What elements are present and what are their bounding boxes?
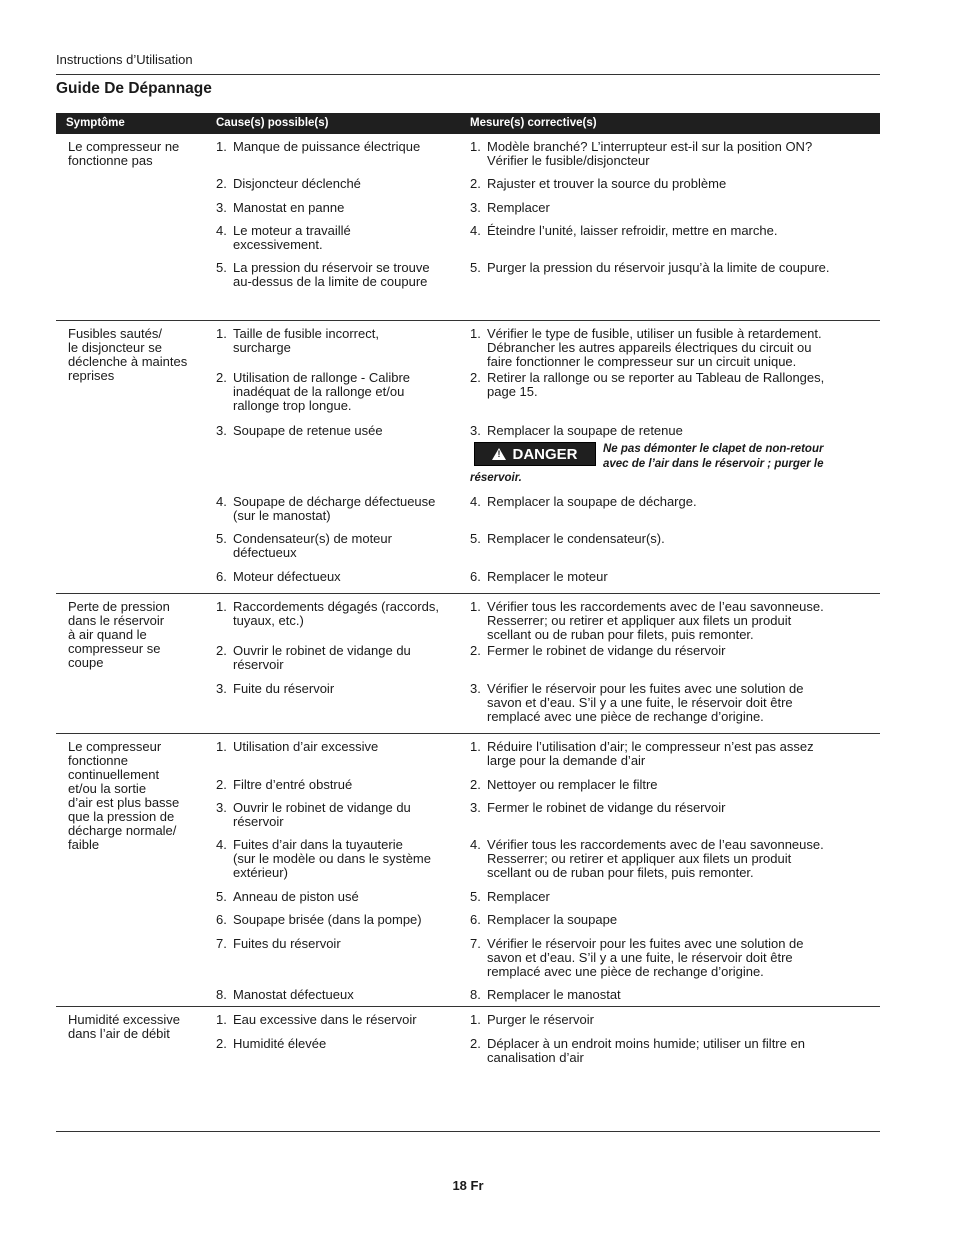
fix-text: Purger la pression du réservoir jusqu’à la limite de coupure. [487, 260, 830, 275]
col-cause-header: Cause(s) possible(s) [216, 117, 329, 129]
fix-number: 5. [470, 260, 481, 275]
cause-number: 3. [216, 800, 227, 815]
cause-number: 6. [216, 569, 227, 584]
fix-text: Éteindre l’unité, laisser refroidir, mettre en marche. [487, 223, 778, 238]
fix-text: Rajuster et trouver la source du problème [487, 176, 727, 191]
cause-text: Raccordements dégagés (raccords, tuyaux, etc.) [233, 599, 439, 628]
cause-number: 2. [216, 370, 227, 385]
fix-number: 2. [470, 777, 481, 792]
cause-text: Ouvrir le robinet de vidange du réservoir [233, 800, 411, 829]
fix-number: 4. [470, 837, 481, 852]
cause-text: Manque de puissance électrique [233, 139, 421, 154]
fix-number: 5. [470, 531, 481, 546]
fix-number: 2. [470, 643, 481, 658]
col-symptom-header: Symptôme [66, 117, 125, 129]
cause-number: 2. [216, 1036, 227, 1051]
fix-text: Remplacer la soupape de décharge. [487, 494, 697, 509]
fix-text: Remplacer le condensateur(s). [487, 531, 665, 546]
fix-number: 1. [470, 139, 481, 154]
cause-number: 4. [216, 223, 227, 238]
fix-text: Nettoyer ou remplacer le filtre [487, 777, 658, 792]
symptom-text: Le compresseur fonctionne continuellement et/ou la sortie d’air est plus basse que la pression de décharge normale/ faible [68, 739, 180, 852]
troubleshooting-table [56, 113, 880, 1067]
cause-number: 3. [216, 423, 227, 438]
fix-number: 8. [470, 987, 481, 1002]
cause-number: 2. [216, 176, 227, 191]
table-header [56, 113, 880, 134]
cause-text: Fuites du réservoir [233, 936, 341, 951]
cause-number: 3. [216, 681, 227, 696]
fix-number: 5. [470, 889, 481, 904]
fix-number: 7. [470, 936, 481, 951]
fix-number: 6. [470, 569, 481, 584]
cause-text: Moteur défectueux [233, 569, 341, 584]
fix-number: 2. [470, 1036, 481, 1051]
cause-text: Taille de fusible incorrect, surcharge [233, 326, 379, 355]
fix-text: Vérifier le réservoir pour les fuites avec une solution de savon et d’eau. S’il y a une fuite, le réservoir doit être remplacé avec une pièce de rechange d’origine. [487, 936, 804, 979]
fix-text: Remplacer [487, 889, 550, 904]
fix-text: Remplacer la soupape de retenue [487, 423, 683, 438]
symptom-text: Humidité excessive dans l’air de débit [68, 1012, 180, 1041]
fix-text: Vérifier le type de fusible, utiliser un fusible à retardement. Débrancher les autres appareils électriques du circuit ou faire fonctionner le compresseur sur un circuit unique. [487, 326, 822, 369]
symptom-text: Fusibles sautés/ le disjoncteur se déclenche à maintes reprises [68, 326, 188, 383]
fix-text: Remplacer le manostat [487, 987, 621, 1002]
fix-text: Remplacer [487, 200, 550, 215]
cause-number: 1. [216, 599, 227, 614]
fix-text: Vérifier le réservoir pour les fuites avec une solution de savon et d’eau. S’il y a une fuite, le réservoir doit être remplacé avec une pièce de rechange d’origine. [487, 681, 804, 724]
fix-number: 1. [470, 326, 481, 341]
fix-text: Fermer le robinet de vidange du réservoir [487, 800, 726, 815]
cause-number: 5. [216, 531, 227, 546]
fix-number: 4. [470, 494, 481, 509]
danger-note-end: réservoir. [470, 472, 522, 484]
cause-text: Fuites d’air dans la tuyauterie (sur le modèle ou dans le système extérieur) [233, 837, 431, 880]
cause-number: 2. [216, 777, 227, 792]
header-label: Instructions d’Utilisation [56, 52, 193, 67]
fix-text: Retirer la rallonge ou se reporter au Tableau de Rallonges, page 15. [487, 370, 825, 399]
symptom-group [56, 594, 880, 734]
fix-number: 1. [470, 1012, 481, 1027]
fix-text: Vérifier tous les raccordements avec de l’eau savonneuse. Resserrer; ou retirer et appliquer aux filets un produit scellant ou de ruban pour filets, puis remonter. [487, 599, 824, 642]
cause-text: Soupape de retenue usée [233, 423, 383, 438]
page-number: 18 Fr [452, 1178, 484, 1193]
cause-number: 7. [216, 936, 227, 951]
cause-text: Manostat défectueux [233, 987, 354, 1002]
danger-note: Ne pas démonter le clapet de non-retour avec de l’air dans le réservoir ; purger le [603, 443, 824, 470]
table-body [56, 134, 880, 1067]
warning-triangle-icon [492, 448, 506, 460]
cause-text: Eau excessive dans le réservoir [233, 1012, 417, 1027]
cause-text: Manostat en panne [233, 200, 345, 215]
symptom-group [56, 134, 880, 321]
cause-number: 1. [216, 139, 227, 154]
fix-number: 3. [470, 681, 481, 696]
cause-text: Fuite du réservoir [233, 681, 335, 696]
cause-text: Condensateur(s) de moteur défectueux [233, 531, 392, 560]
cause-number: 1. [216, 739, 227, 754]
cause-number: 1. [216, 326, 227, 341]
cause-number: 1. [216, 1012, 227, 1027]
header-rule [56, 74, 880, 75]
footer-rule [56, 1131, 880, 1132]
fix-number: 3. [470, 200, 481, 215]
cause-text: Disjoncteur déclenché [233, 176, 361, 191]
cause-number: 8. [216, 987, 227, 1002]
danger-label: DANGER [512, 445, 578, 463]
fix-text: Purger le réservoir [487, 1012, 594, 1027]
fix-number: 1. [470, 739, 481, 754]
cause-text: Soupape de décharge défectueuse (sur le manostat) [233, 494, 436, 523]
symptom-group [56, 1007, 880, 1067]
fix-number: 6. [470, 912, 481, 927]
cause-text: Soupape brisée (dans la pompe) [233, 912, 422, 927]
cause-number: 5. [216, 889, 227, 904]
cause-number: 5. [216, 260, 227, 275]
fix-text: Déplacer à un endroit moins humide; utiliser un filtre en canalisation d’air [487, 1036, 805, 1065]
fix-text: Modèle branché? L’interrupteur est-il sur la position ON? Vérifier le fusible/disjoncteur [487, 139, 813, 168]
cause-number: 4. [216, 494, 227, 509]
fix-text: Vérifier tous les raccordements avec de l’eau savonneuse. Resserrer; ou retirer et appliquer aux filets un produit scellant ou de ruban pour filets, puis remonter. [487, 837, 824, 880]
symptom-text: Le compresseur ne fonctionne pas [68, 139, 180, 168]
symptom-group [56, 734, 880, 1007]
danger-badge [474, 442, 596, 466]
col-fix-header: Mesure(s) corrective(s) [470, 117, 597, 129]
symptom-text: Perte de pression dans le réservoir à air quand le compresseur se coupe [68, 599, 170, 670]
symptom-group [56, 321, 880, 594]
fix-number: 4. [470, 223, 481, 238]
fix-number: 3. [470, 423, 481, 438]
cause-text: Ouvrir le robinet de vidange du réservoir [233, 643, 411, 672]
cause-text: La pression du réservoir se trouve au-dessus de la limite de coupure [233, 260, 430, 289]
fix-number: 2. [470, 370, 481, 385]
cause-number: 3. [216, 200, 227, 215]
fix-text: Réduire l’utilisation d’air; le compresseur n’est pas assez large pour la demande d’air [487, 739, 814, 768]
fix-number: 3. [470, 800, 481, 815]
fix-text: Remplacer la soupape [487, 912, 618, 927]
cause-number: 6. [216, 912, 227, 927]
page-title: Guide De Dépannage [56, 80, 212, 97]
cause-text: Utilisation d’air excessive [233, 739, 379, 754]
fix-text: Fermer le robinet de vidange du réservoir [487, 643, 726, 658]
fix-number: 2. [470, 176, 481, 191]
cause-text: Utilisation de rallonge - Calibre inadéquat de la rallonge et/ou rallonge trop longue. [233, 370, 411, 413]
cause-number: 4. [216, 837, 227, 852]
fix-text: Remplacer le moteur [487, 569, 608, 584]
cause-text: Le moteur a travaillé excessivement. [233, 223, 351, 252]
cause-text: Anneau de piston usé [233, 889, 359, 904]
cause-number: 2. [216, 643, 227, 658]
cause-text: Filtre d’entré obstrué [233, 777, 353, 792]
cause-text: Humidité élevée [233, 1036, 327, 1051]
fix-number: 1. [470, 599, 481, 614]
